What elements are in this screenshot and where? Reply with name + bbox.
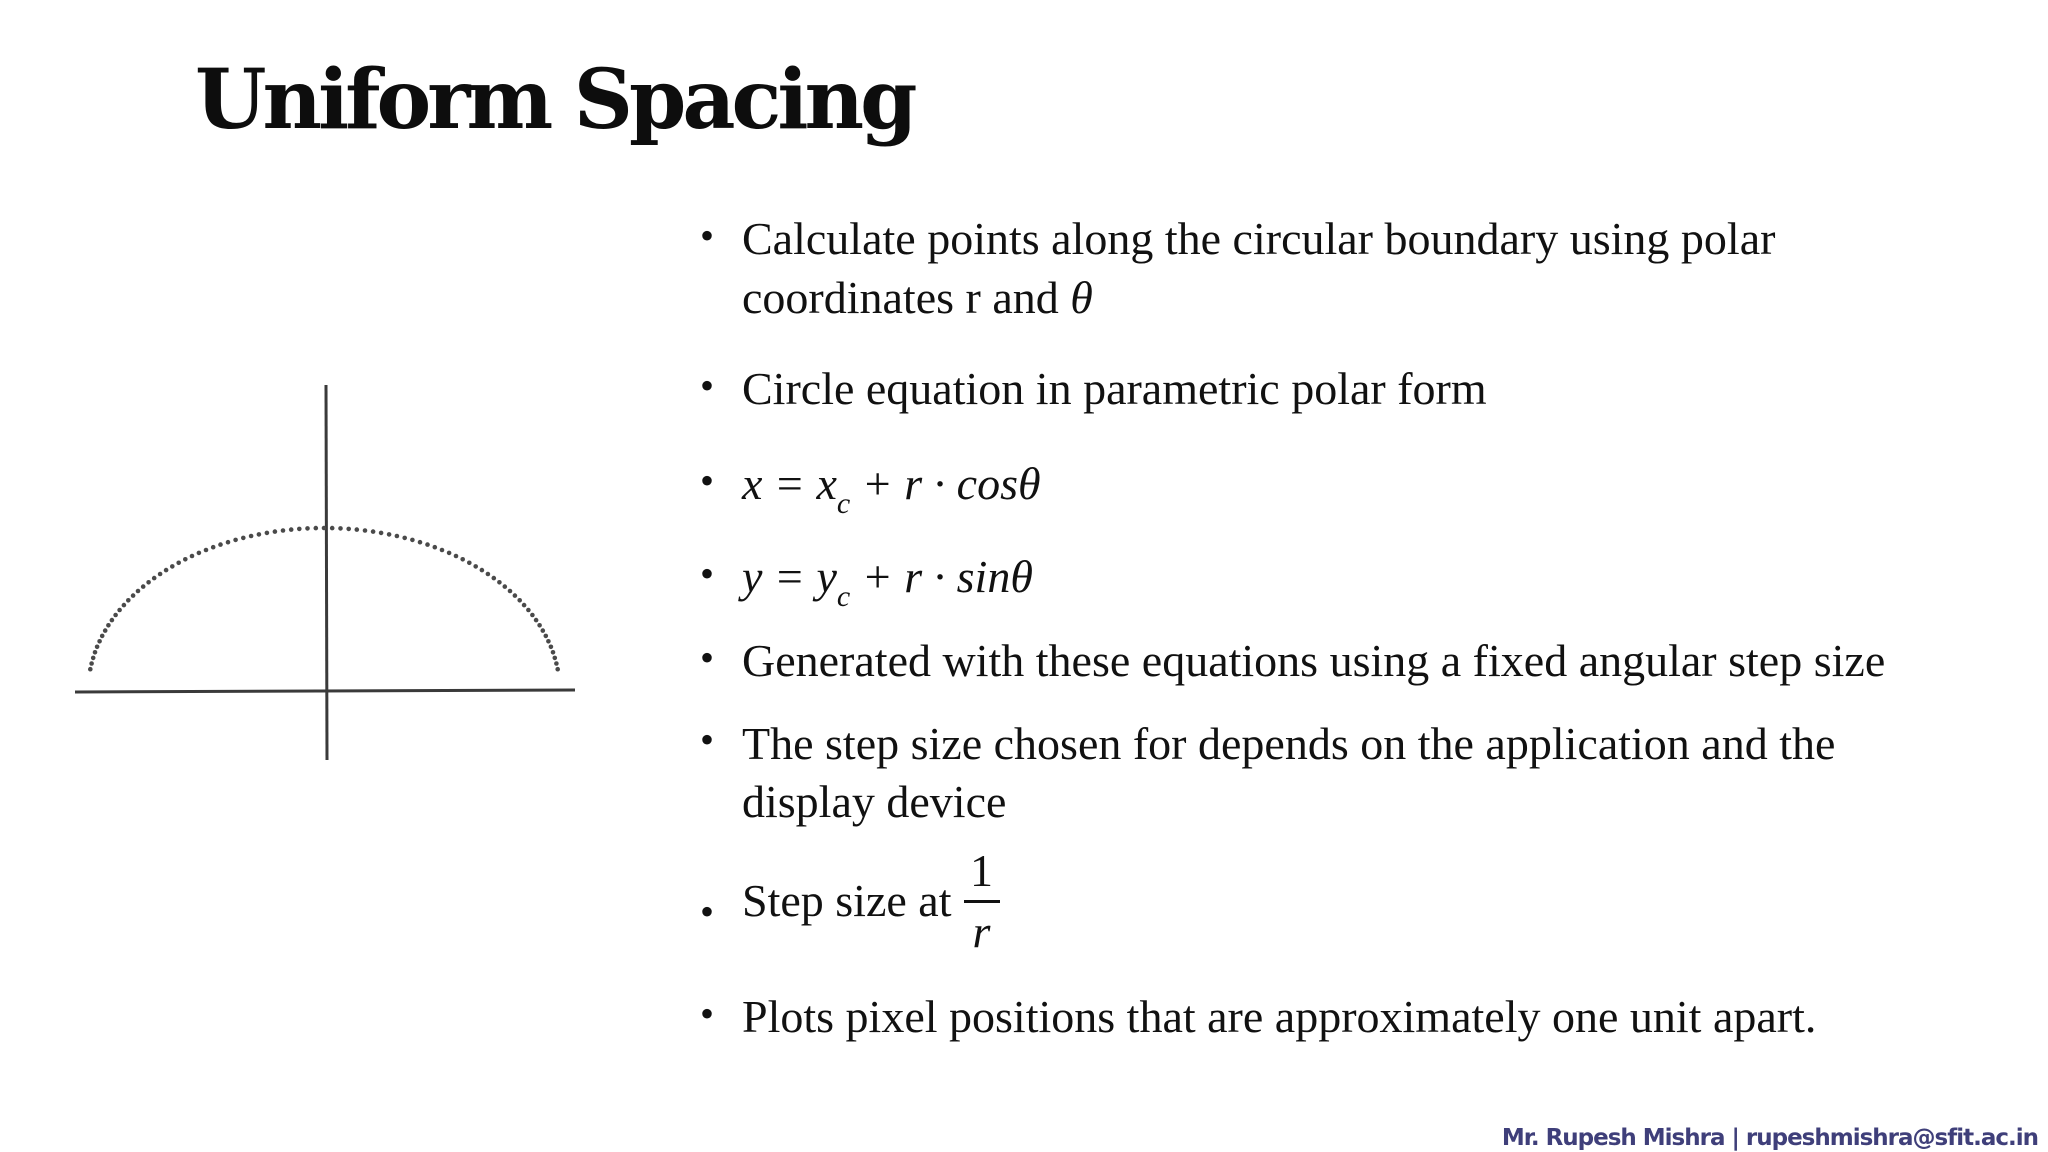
- circle-point: [122, 603, 127, 608]
- circle-point: [265, 531, 270, 536]
- slide-title: Uniform Spacing: [195, 52, 914, 148]
- circle-point: [211, 545, 216, 550]
- bullet-text: coordinates r and: [742, 271, 1071, 323]
- bullet-dot: •: [700, 551, 715, 596]
- bullet-dot: •: [700, 717, 715, 762]
- circle-point: [117, 608, 122, 613]
- bullet-item-1: [700, 210, 2022, 328]
- circle-point: [503, 584, 508, 589]
- circle-point: [103, 628, 108, 633]
- circle-point: [322, 526, 327, 531]
- bullet-dot: •: [700, 458, 715, 503]
- circle-point: [257, 532, 262, 537]
- circle-point: [537, 623, 542, 628]
- circle-point: [141, 584, 146, 589]
- circle-point: [402, 536, 407, 541]
- circle-point: [440, 548, 445, 553]
- circle-point: [544, 634, 549, 639]
- circle-point: [497, 580, 502, 585]
- circle-point: [553, 656, 558, 661]
- bullet-item-7: [700, 845, 2022, 957]
- bullet-text: display device: [742, 775, 1007, 827]
- circle-point: [379, 531, 384, 536]
- circle-point: [554, 661, 559, 666]
- circle-point: [534, 618, 539, 623]
- bullet-dot: •: [700, 991, 715, 1036]
- circle-point: [526, 608, 531, 613]
- circle-point: [289, 527, 294, 532]
- bullet-dot: •: [700, 213, 715, 258]
- circle-point: [183, 557, 188, 562]
- bullet-dot: •: [700, 635, 715, 680]
- circle-point: [546, 639, 551, 644]
- circle-point: [522, 603, 527, 608]
- circle-point: [454, 554, 459, 559]
- circle-point: [541, 628, 546, 633]
- circle-point: [486, 572, 491, 577]
- circle-point: [330, 526, 335, 531]
- circle-point: [113, 613, 118, 618]
- circle-point: [513, 593, 518, 598]
- circle-point: [371, 529, 376, 534]
- circle-point: [338, 526, 343, 531]
- circle-point: [410, 538, 415, 543]
- circle-point: [197, 551, 202, 556]
- bullet-item-4: [700, 548, 2022, 613]
- circle-point: [447, 551, 452, 556]
- circle-point: [126, 598, 131, 603]
- circle-point: [218, 542, 223, 547]
- circle-point: [346, 527, 351, 532]
- circle-point: [97, 639, 102, 644]
- circle-point: [106, 623, 111, 628]
- horizontal-axis: [75, 690, 575, 692]
- equation-y: $y = y_c + r \cdot \sin\theta$: [742, 551, 1033, 613]
- circle-point: [100, 634, 105, 639]
- circle-point: [273, 529, 278, 534]
- bullet-dot: •: [700, 889, 715, 934]
- circle-point: [418, 540, 423, 545]
- circle-point: [425, 542, 430, 547]
- circle-point: [176, 561, 181, 566]
- circle-point: [152, 576, 157, 581]
- circle-point: [88, 667, 93, 672]
- circle-point: [233, 538, 238, 543]
- circle-point: [131, 593, 136, 598]
- circle-dots: [88, 526, 560, 672]
- circle-point: [93, 650, 98, 655]
- circle-point: [508, 589, 513, 594]
- circle-point: [226, 540, 231, 545]
- circle-point: [530, 613, 535, 618]
- circle-point: [555, 667, 560, 672]
- circle-point: [517, 598, 522, 603]
- semicircle-figure: [70, 380, 580, 770]
- circle-point: [460, 557, 465, 562]
- circle-point: [551, 650, 556, 655]
- bullet-item-2: [700, 360, 2022, 419]
- circle-point: [433, 545, 438, 550]
- bullet-item-5: [700, 632, 2022, 691]
- circle-point: [91, 656, 96, 661]
- bullet-text: The step size chosen for depends on the application and the: [742, 718, 1836, 769]
- vertical-axis: [326, 385, 327, 760]
- bullet-dot: •: [700, 363, 715, 408]
- circle-point: [249, 534, 254, 539]
- circle-point: [170, 564, 175, 569]
- circle-point: [158, 572, 163, 577]
- circle-point: [297, 527, 302, 532]
- circle-point: [146, 580, 151, 585]
- bullet-text: Generated with these equations using a fixed angular step size: [742, 635, 1886, 686]
- circle-point: [164, 568, 169, 573]
- circle-point: [95, 645, 100, 650]
- circle-point: [305, 526, 310, 531]
- circle-point: [467, 561, 472, 566]
- bullet-text: Calculate points along the circular boundary using polar: [742, 213, 1776, 264]
- bullet-text: Step size at: [742, 875, 952, 927]
- footer-credit: Mr. Rupesh Mishra | rupeshmishra@sfit.ac.in: [1501, 1125, 2038, 1151]
- circle-point: [473, 564, 478, 569]
- circle-point: [241, 536, 246, 541]
- circle-point: [281, 528, 286, 533]
- bullet-item-8: [700, 988, 2022, 1047]
- circle-point: [190, 554, 195, 559]
- circle-point: [355, 527, 360, 532]
- equation-x: $x = x_c + r \cdot \cos\theta$: [742, 458, 1041, 520]
- bullet-text: Circle equation in parametric polar form: [742, 363, 1487, 414]
- theta-symbol: θ: [1070, 271, 1093, 323]
- circle-point: [89, 661, 94, 666]
- circle-point: [136, 589, 141, 594]
- bullet-item-6: [700, 715, 2022, 830]
- circle-point: [387, 532, 392, 537]
- bullet-text: Plots pixel positions that are approximately one unit apart.: [742, 991, 1817, 1042]
- circle-point: [492, 576, 497, 581]
- fraction-one-over-r: $\frac{1}{r}$: [964, 848, 1000, 955]
- circle-point: [363, 528, 368, 533]
- circle-point: [549, 645, 554, 650]
- circle-point: [314, 526, 319, 531]
- circle-point: [395, 534, 400, 539]
- circle-point: [204, 548, 209, 553]
- circle-point: [480, 568, 485, 573]
- circle-point: [110, 618, 115, 623]
- bullet-item-3: [700, 455, 2022, 520]
